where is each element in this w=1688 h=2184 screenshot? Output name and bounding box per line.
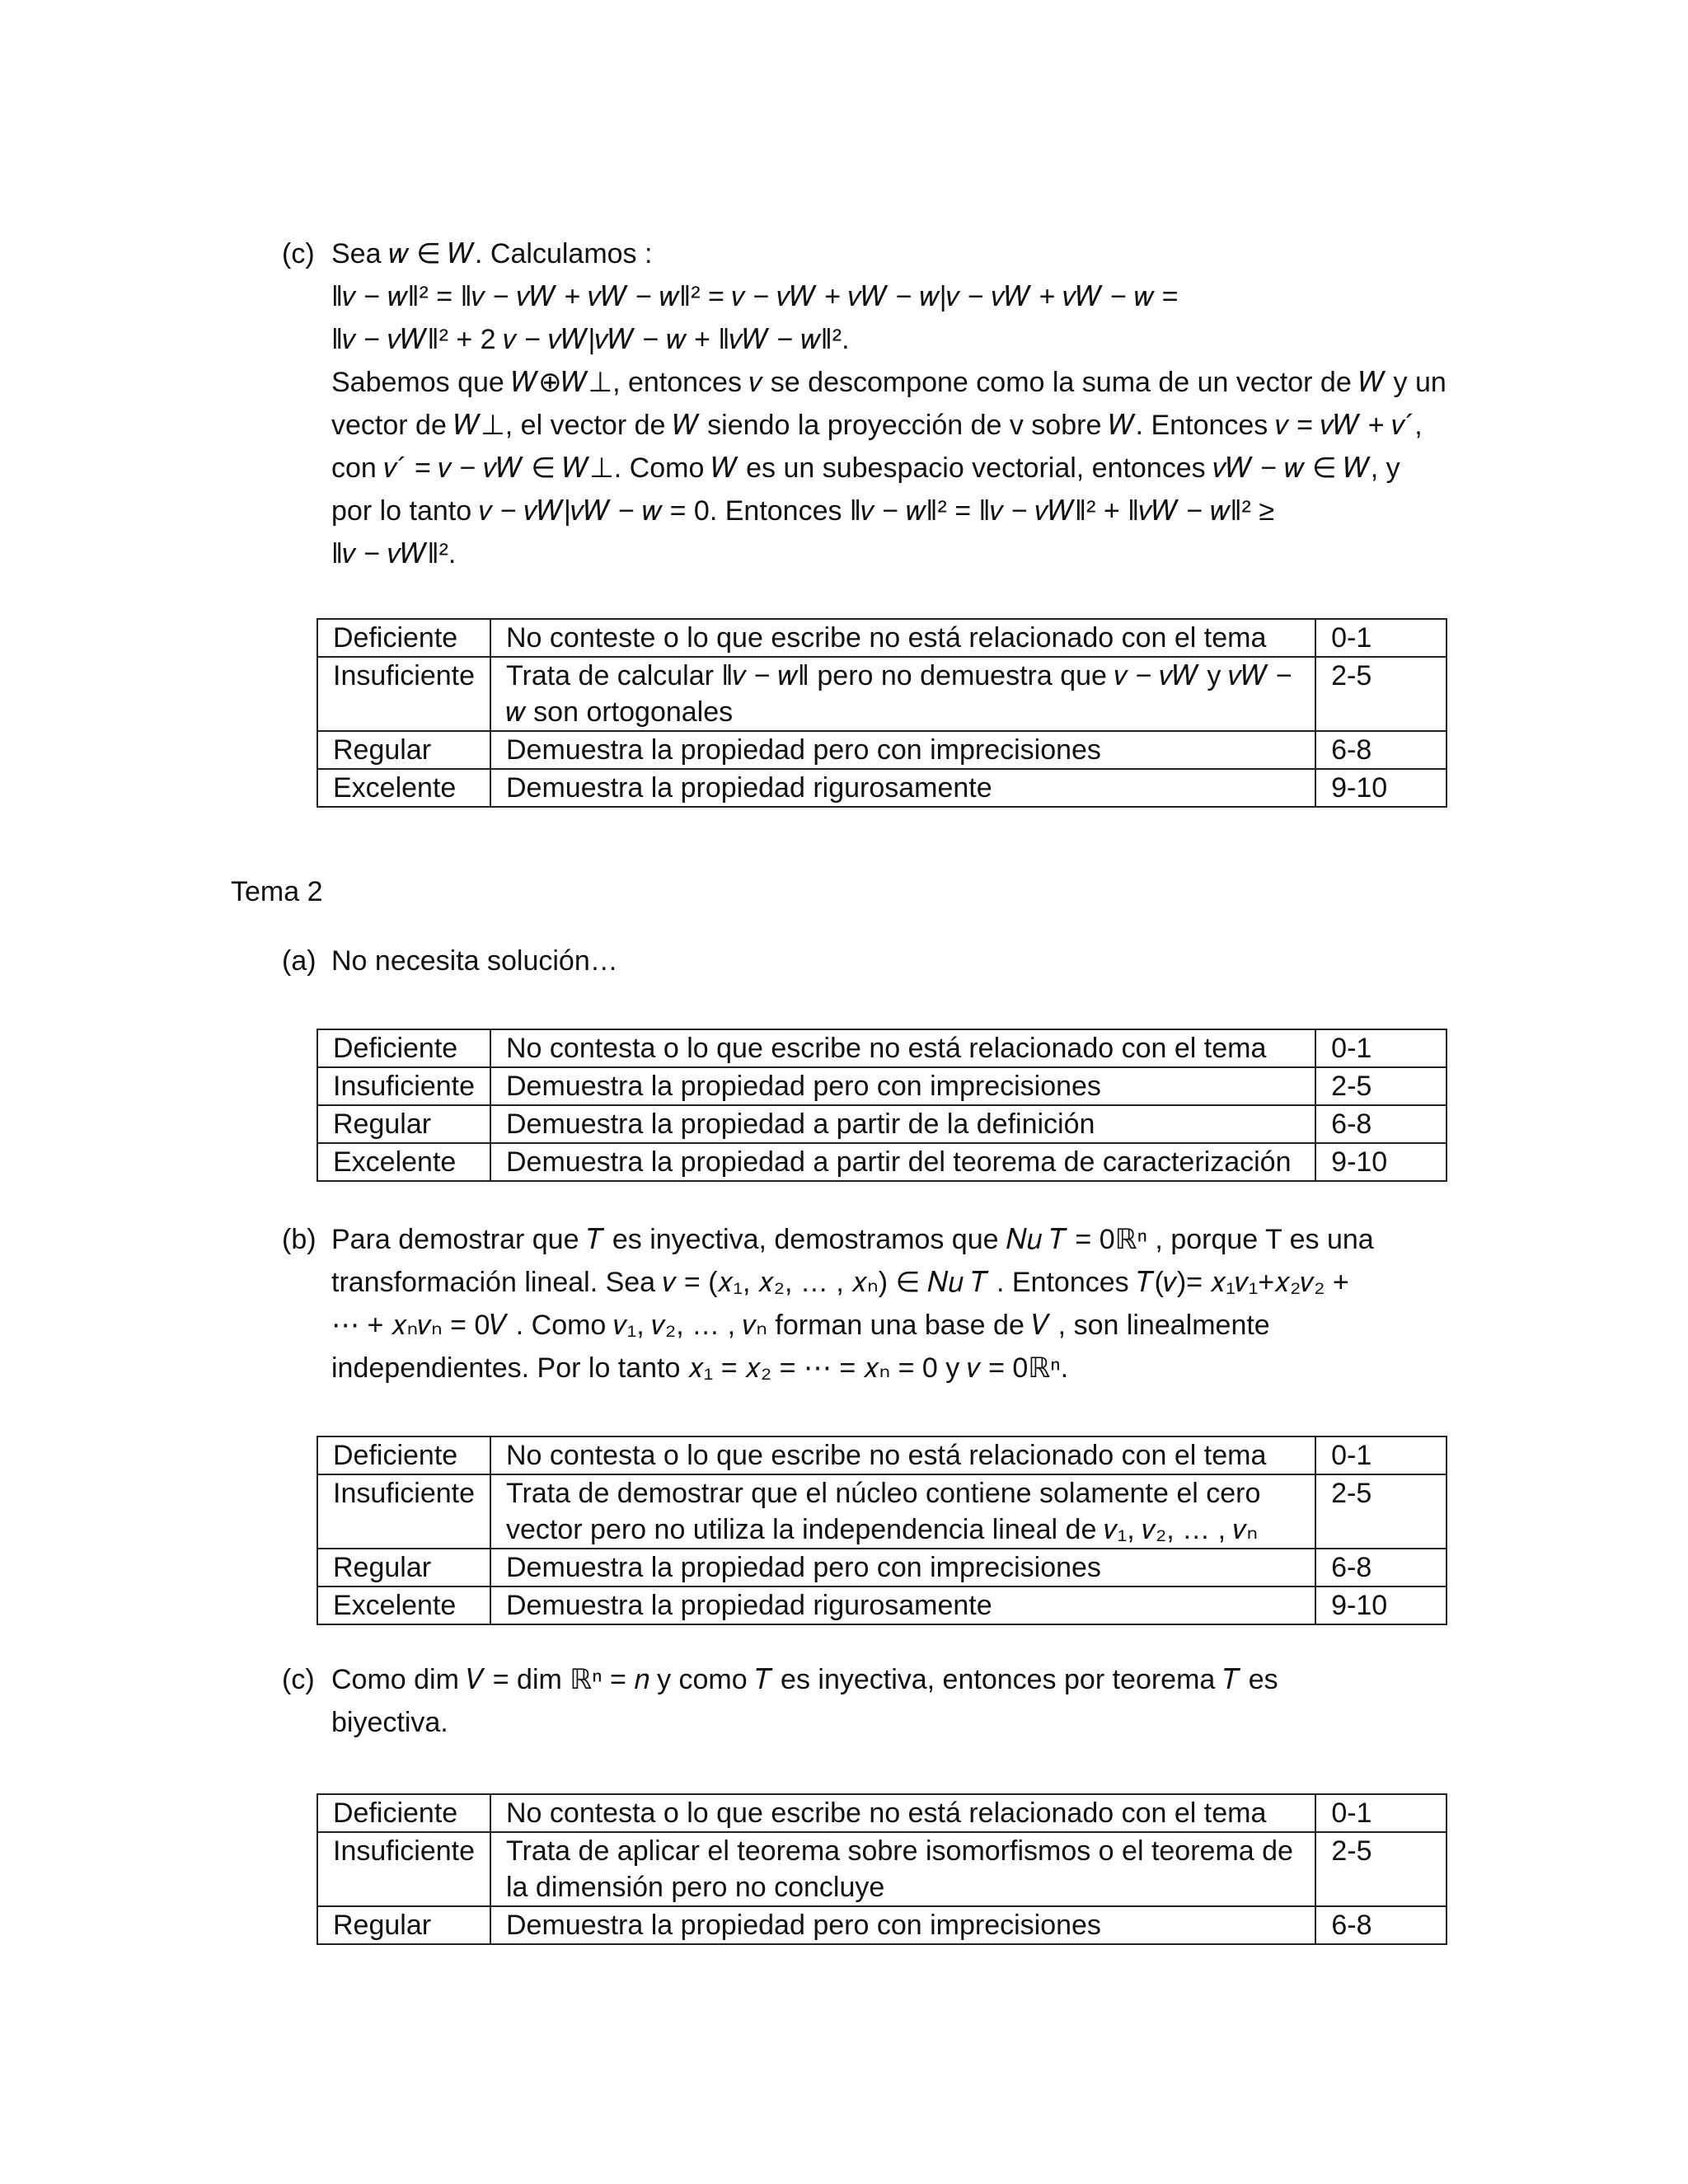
- points-cell: 2-5: [1315, 1474, 1447, 1549]
- part-b-line-2: transformación lineal. Sea 𝑣 = (𝑥₁, 𝑥₂, … , 𝑥ₙ) ∈ 𝑁𝑢 𝑇 . Entonces 𝑇(𝑣)= 𝑥₁𝑣₁+𝑥₂𝑣₂ +: [331, 1267, 1349, 1298]
- description-cell: Demuestra la propiedad pero con imprecisiones: [490, 1549, 1315, 1586]
- proof-line-5: vector de 𝑊⊥, el vector de 𝑊 siendo la proyección de v sobre 𝑊. Entonces 𝑣 = 𝑣𝑊 + 𝑣´,: [331, 410, 1423, 441]
- description-cell: Demuestra la propiedad pero con imprecisiones: [490, 1067, 1315, 1105]
- points-cell: 2-5: [1315, 657, 1447, 731]
- points-cell: 2-5: [1315, 1832, 1447, 1906]
- level-cell: Regular: [317, 731, 490, 769]
- table-row: [317, 1067, 1447, 1105]
- description-cell: Demuestra la propiedad pero con imprecisiones: [490, 1906, 1315, 1944]
- description-cell: No contesta o lo que escribe no está relacionado con el tema: [490, 1436, 1315, 1474]
- part-c-line-2: biyectiva.: [331, 1707, 448, 1738]
- rubric-table-4: [316, 1793, 1447, 1945]
- points-cell: 6-8: [1315, 1105, 1447, 1143]
- points-cell: 6-8: [1315, 1906, 1447, 1944]
- description-cell: No contesta o lo que escribe no está relacionado con el tema: [490, 1794, 1315, 1832]
- table-row: [317, 1474, 1447, 1549]
- rubric-table-3: [316, 1436, 1447, 1625]
- part-b-line-1: Para demostrar que 𝑇 es inyectiva, demostramos que 𝑁𝑢 𝑇 = 0ℝⁿ , porque T es una: [331, 1224, 1374, 1255]
- points-cell: 0-1: [1315, 1794, 1447, 1832]
- level-cell: Excelente: [317, 769, 490, 807]
- item-label-a: (a): [282, 945, 316, 977]
- points-cell: 0-1: [1315, 1436, 1447, 1474]
- proof-line-6: con 𝑣´ = 𝑣 − 𝑣𝑊 ∈ 𝑊⊥. Como 𝑊 es un subespacio vectorial, entonces 𝑣𝑊 − 𝑤 ∈ 𝑊, y: [331, 452, 1400, 484]
- item-label-c: (c): [282, 1664, 315, 1695]
- description-cell: Demuestra la propiedad rigurosamente: [490, 769, 1315, 807]
- table-row: [317, 1906, 1447, 1944]
- level-cell: Insuficiente: [317, 1067, 490, 1105]
- table-row: [317, 1029, 1447, 1067]
- description-cell: Demuestra la propiedad pero con imprecisiones: [490, 731, 1315, 769]
- item-label-b: (b): [282, 1224, 316, 1255]
- proof-line-7: por lo tanto 𝑣 − 𝑣𝑊|𝑣𝑊 − 𝑤 = 0. Entonces ‖𝑣 − 𝑤‖² = ‖𝑣 − 𝑣𝑊‖² + ‖𝑣𝑊 − 𝑤‖² ≥: [331, 495, 1274, 527]
- points-cell: 9-10: [1315, 1586, 1447, 1624]
- proof-line-2: ‖𝑣 − 𝑤‖² = ‖𝑣 − 𝑣𝑊 + 𝑣𝑊 − 𝑤‖² = 𝑣 − 𝑣𝑊 + 𝑣𝑊 − 𝑤|𝑣 − 𝑣𝑊 + 𝑣𝑊 − 𝑤 =: [331, 281, 1179, 312]
- points-cell: 9-10: [1315, 1143, 1447, 1181]
- description-cell: Trata de aplicar el teorema sobre isomorfismos o el teorema de la dimensión pero no concluye: [490, 1832, 1315, 1906]
- level-cell: Excelente: [317, 1586, 490, 1624]
- table-row: [317, 1794, 1447, 1832]
- table-row: [317, 1832, 1447, 1906]
- points-cell: 0-1: [1315, 619, 1447, 657]
- part-b-line-4: independientes. Por lo tanto 𝑥₁ = 𝑥₂ = ⋯ = 𝑥ₙ = 0 y 𝑣 = 0ℝⁿ.: [331, 1352, 1069, 1384]
- description-cell: Trata de demostrar que el núcleo contiene solamente el cero vector pero no utiliza la independencia lineal de 𝑣₁, 𝑣₂, … , 𝑣ₙ: [490, 1474, 1315, 1549]
- level-cell: Regular: [317, 1549, 490, 1586]
- description-cell: Demuestra la propiedad rigurosamente: [490, 1586, 1315, 1624]
- points-cell: 0-1: [1315, 1029, 1447, 1067]
- proof-line-1: Sea 𝑤 ∈ 𝑊. Calculamos :: [331, 238, 653, 269]
- table-row: [317, 1586, 1447, 1624]
- description-cell: Demuestra la propiedad a partir de la definición: [490, 1105, 1315, 1143]
- description-cell: No contesta o lo que escribe no está relacionado con el tema: [490, 1029, 1315, 1067]
- proof-line-3: ‖𝑣 − 𝑣𝑊‖² + 2 𝑣 − 𝑣𝑊|𝑣𝑊 − 𝑤 + ‖𝑣𝑊 − 𝑤‖².: [331, 324, 850, 355]
- points-cell: 9-10: [1315, 769, 1447, 807]
- level-cell: Deficiente: [317, 1436, 490, 1474]
- item-label-c-previous: (c): [282, 238, 315, 269]
- table-row: [317, 769, 1447, 807]
- level-cell: Deficiente: [317, 1029, 490, 1067]
- level-cell: Regular: [317, 1906, 490, 1944]
- description-cell: Demuestra la propiedad a partir del teorema de caracterización: [490, 1143, 1315, 1181]
- proof-line-4: Sabemos que 𝑊⊕𝑊⊥, entonces 𝑣 se descompone como la suma de un vector de 𝑊 y un: [331, 367, 1447, 398]
- part-c-line-1: Como dim 𝑉 = dim ℝⁿ = 𝑛 y como 𝑇 es inyectiva, entonces por teorema 𝑇 es: [331, 1664, 1278, 1695]
- points-cell: 6-8: [1315, 731, 1447, 769]
- table-row: [317, 1549, 1447, 1586]
- section-heading: Tema 2: [231, 876, 323, 907]
- description-cell: Trata de calcular ‖𝑣 − 𝑤‖ pero no demuestra que 𝑣 − 𝑣𝑊 y 𝑣𝑊 − 𝑤 son ortogonales: [490, 657, 1315, 731]
- table-row: [317, 1105, 1447, 1143]
- level-cell: Regular: [317, 1105, 490, 1143]
- level-cell: Excelente: [317, 1143, 490, 1181]
- rubric-table-2: [316, 1029, 1447, 1182]
- table-row: [317, 1436, 1447, 1474]
- table-row: [317, 1143, 1447, 1181]
- points-cell: 6-8: [1315, 1549, 1447, 1586]
- proof-line-8: ‖𝑣 − 𝑣𝑊‖².: [331, 538, 457, 569]
- table-row: [317, 731, 1447, 769]
- level-cell: Insuficiente: [317, 657, 490, 731]
- part-a-text: No necesita solución…: [331, 945, 618, 977]
- level-cell: Insuficiente: [317, 1474, 490, 1549]
- level-cell: Insuficiente: [317, 1832, 490, 1906]
- rubric-table-1: [316, 618, 1447, 808]
- description-cell: No conteste o lo que escribe no está relacionado con el tema: [490, 619, 1315, 657]
- level-cell: Deficiente: [317, 619, 490, 657]
- points-cell: 2-5: [1315, 1067, 1447, 1105]
- table-row: [317, 657, 1447, 731]
- part-b-line-3: ⋯ + 𝑥ₙ𝑣ₙ = 0𝑉 . Como 𝑣₁, 𝑣₂, … , 𝑣ₙ forman una base de 𝑉 , son linealmente: [331, 1310, 1270, 1341]
- level-cell: Deficiente: [317, 1794, 490, 1832]
- table-row: [317, 619, 1447, 657]
